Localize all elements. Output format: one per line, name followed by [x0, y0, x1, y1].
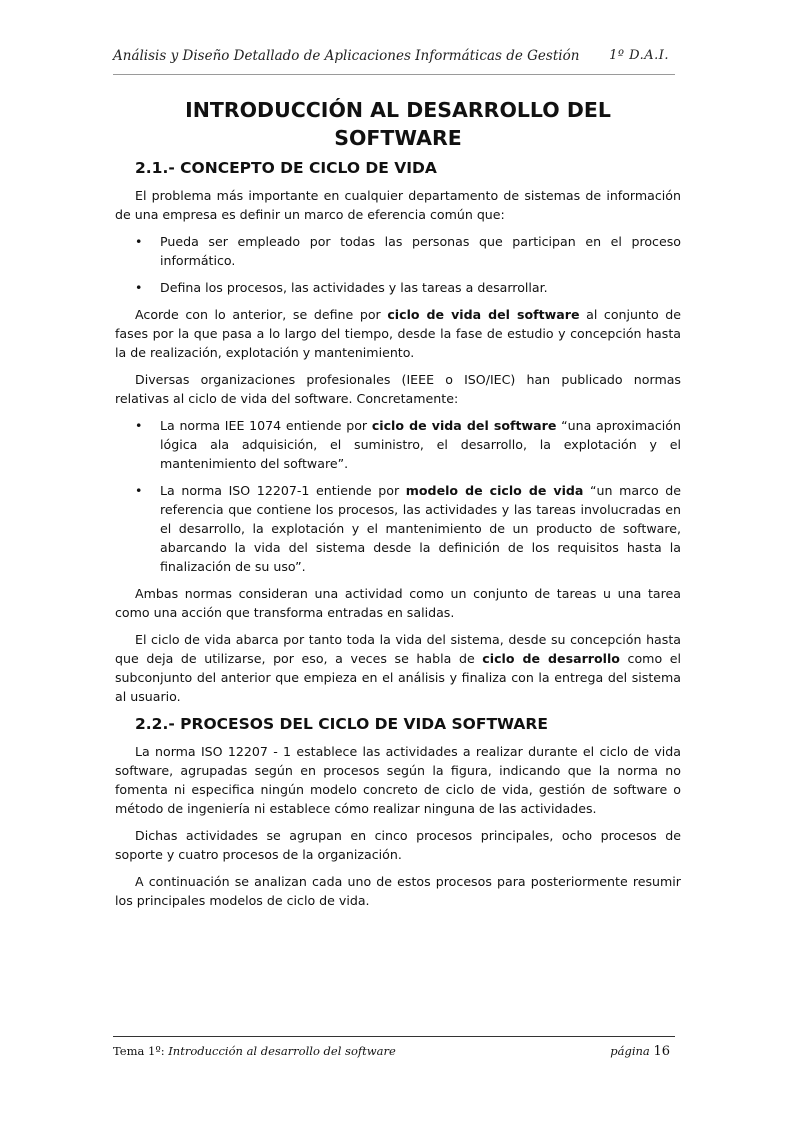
list-item: • Defina los procesos, las actividades y las tareas a desarrollar. [135, 280, 548, 295]
footer-divider [113, 1036, 675, 1037]
paragraph: Acorde con lo anterior, se define por ciclo de vida del software al conjunto de fases por la que pasa a lo largo del tiempo, desde la fase de estudio y concepción hasta la de realización, explotación y mantenimiento. [115, 307, 681, 360]
page-content [115, 96, 681, 918]
bullet-icon: • [135, 418, 143, 433]
section-heading-2-2: 2.2.- PROCESOS DEL CICLO DE VIDA SOFTWARE [135, 715, 548, 733]
paragraph: El problema más importante en cualquier departamento de sistemas de información de una empresa es definir un marco de eferencia común que: [115, 188, 681, 222]
paragraph: Dichas actividades se agrupan en cinco procesos principales, ocho procesos de soporte y cuatro procesos de la organización. [115, 828, 681, 862]
chapter-title-line-2: SOFTWARE [334, 126, 462, 150]
section-heading-2-1: 2.1.- CONCEPTO DE CICLO DE VIDA [135, 159, 437, 177]
page-number: página 16 [610, 1044, 670, 1059]
term-bold: modelo de ciclo de vida [405, 483, 584, 498]
list-item: • La norma IEE 1074 entiende por ciclo de vida del software “una aproximación lógica ala adquisición, el suministro, el desarrollo, la explotación y el mantenimiento del software”. [135, 418, 681, 471]
list-item: • Pueda ser empleado por todas las personas que participan en el proceso informático. [135, 234, 681, 268]
chapter-title-line-1: INTRODUCCIÓN AL DESARROLLO DEL [185, 98, 611, 122]
paragraph: El ciclo de vida abarca por tanto toda la vida del sistema, desde su concepción hasta que deja de utilizarse, por eso, a veces se habla de ciclo de desarrollo como el subconjunto del anterior que empieza en el análisis y finaliza con la entrega del sistema al usuario. [115, 632, 682, 704]
list-item: • La norma ISO 12207-1 entiende por modelo de ciclo de vida “un marco de referencia que contiene los procesos, las actividades y las tareas involucradas en el desarrollo, la explotación y el mantenimiento de un producto de software, abarcando la vida del sistema desde la definición de los requisitos hasta la finalización de su uso”. [135, 483, 681, 574]
term-bold: ciclo de vida del software [371, 418, 557, 433]
term-bold: ciclo de vida del software [387, 307, 580, 322]
header-divider [113, 74, 675, 75]
header-course-title: Análisis y Diseño Detallado de Aplicaciones Informáticas de Gestión [113, 48, 580, 64]
bullet-list [115, 416, 681, 576]
page-footer [113, 1044, 670, 1062]
paragraph: A continuación se analizan cada uno de estos procesos para posteriormente resumir los principales modelos de ciclo de vida. [115, 874, 681, 908]
page-header [113, 48, 675, 70]
bullet-list [115, 232, 681, 297]
paragraph: Diversas organizaciones profesionales (IEEE o ISO/IEC) han publicado normas relativas al ciclo de vida del software. Concretamente: [115, 372, 681, 406]
paragraph: La norma ISO 12207 - 1 establece las actividades a realizar durante el ciclo de vida software, agrupadas según en procesos según la figura, indicando que la norma no fomenta ni especifica ningún modelo concreto de ciclo de vida, gestión de software o método de ingeniería ni establece cómo realizar ninguna de las actividades. [115, 744, 681, 816]
footer-topic: Tema 1º: Introducción al desarrollo del software [113, 1044, 396, 1058]
bullet-icon: • [135, 234, 143, 249]
chapter-title [115, 96, 681, 152]
bullet-icon: • [135, 483, 143, 498]
term-bold: ciclo de desarrollo [482, 651, 620, 666]
bullet-icon: • [135, 280, 143, 295]
header-course-code: 1º D.A.I. [609, 48, 669, 63]
paragraph: Ambas normas consideran una actividad como un conjunto de tareas u una tarea como una acción que transforma entradas en salidas. [115, 586, 681, 620]
